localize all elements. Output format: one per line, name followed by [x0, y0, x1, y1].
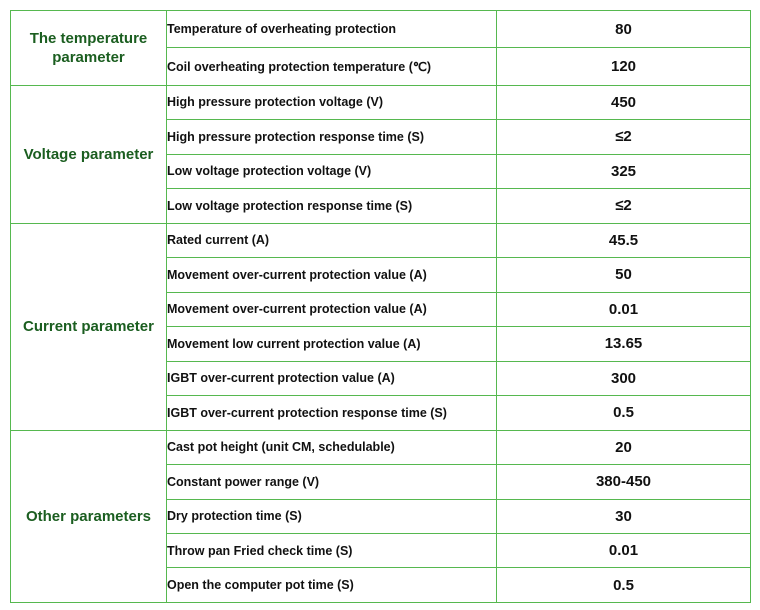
parameter-value: 0.01 — [497, 533, 751, 567]
table-row — [11, 85, 751, 119]
parameter-label: Low voltage protection voltage (V) — [167, 154, 497, 188]
parameter-label: High pressure protection voltage (V) — [167, 85, 497, 119]
group-label: Voltage parameter — [23, 145, 154, 163]
parameter-value: 50 — [497, 258, 751, 292]
parameter-value: ≤2 — [497, 189, 751, 223]
parameter-label: Movement low current protection value (A) — [167, 327, 497, 361]
parameter-value: ≤2 — [497, 120, 751, 154]
parameter-label: Dry protection time (S) — [167, 499, 497, 533]
group-label: Current parameter — [23, 318, 154, 336]
parameter-label: High pressure protection response time (S) — [167, 120, 497, 154]
parameter-label: IGBT over-current protection value (A) — [167, 361, 497, 395]
parameter-value: 13.65 — [497, 327, 751, 361]
group-temperature — [11, 11, 167, 86]
table-row — [11, 223, 751, 257]
parameter-value: 0.01 — [497, 292, 751, 326]
parameter-label: Movement over-current protection value (A) — [167, 292, 497, 326]
parameter-value: 120 — [497, 48, 751, 85]
group-current — [11, 223, 167, 430]
parameter-label: IGBT over-current protection response time (S) — [167, 396, 497, 430]
parameter-value: 0.5 — [497, 568, 751, 603]
parameter-value: 80 — [497, 11, 751, 48]
parameter-label: Temperature of overheating protection — [167, 11, 497, 48]
parameter-label: Low voltage protection response time (S) — [167, 189, 497, 223]
parameter-value: 300 — [497, 361, 751, 395]
group-other — [11, 430, 167, 602]
parameter-value: 380-450 — [497, 465, 751, 499]
table-row — [11, 11, 751, 48]
table-row — [11, 430, 751, 464]
parameter-label: Open the computer pot time (S) — [167, 568, 497, 603]
parameter-label: Cast pot height (unit CM, schedulable) — [167, 430, 497, 464]
parameter-label: Constant power range (V) — [167, 465, 497, 499]
group-label: The temperature parameter — [29, 29, 148, 66]
group-label: Other parameters — [25, 507, 152, 525]
parameter-value: 325 — [497, 154, 751, 188]
parameter-value: 450 — [497, 85, 751, 119]
parameter-label: Movement over-current protection value (A) — [167, 258, 497, 292]
group-voltage — [11, 85, 167, 223]
parameter-value: 20 — [497, 430, 751, 464]
parameter-value: 30 — [497, 499, 751, 533]
parameter-label: Rated current (A) — [167, 223, 497, 257]
parameter-label: Coil overheating protection temperature (℃) — [167, 48, 497, 85]
parameter-value: 45.5 — [497, 223, 751, 257]
parameter-value: 0.5 — [497, 396, 751, 430]
parameter-table — [10, 10, 751, 603]
parameter-label: Throw pan Fried check time (S) — [167, 533, 497, 567]
